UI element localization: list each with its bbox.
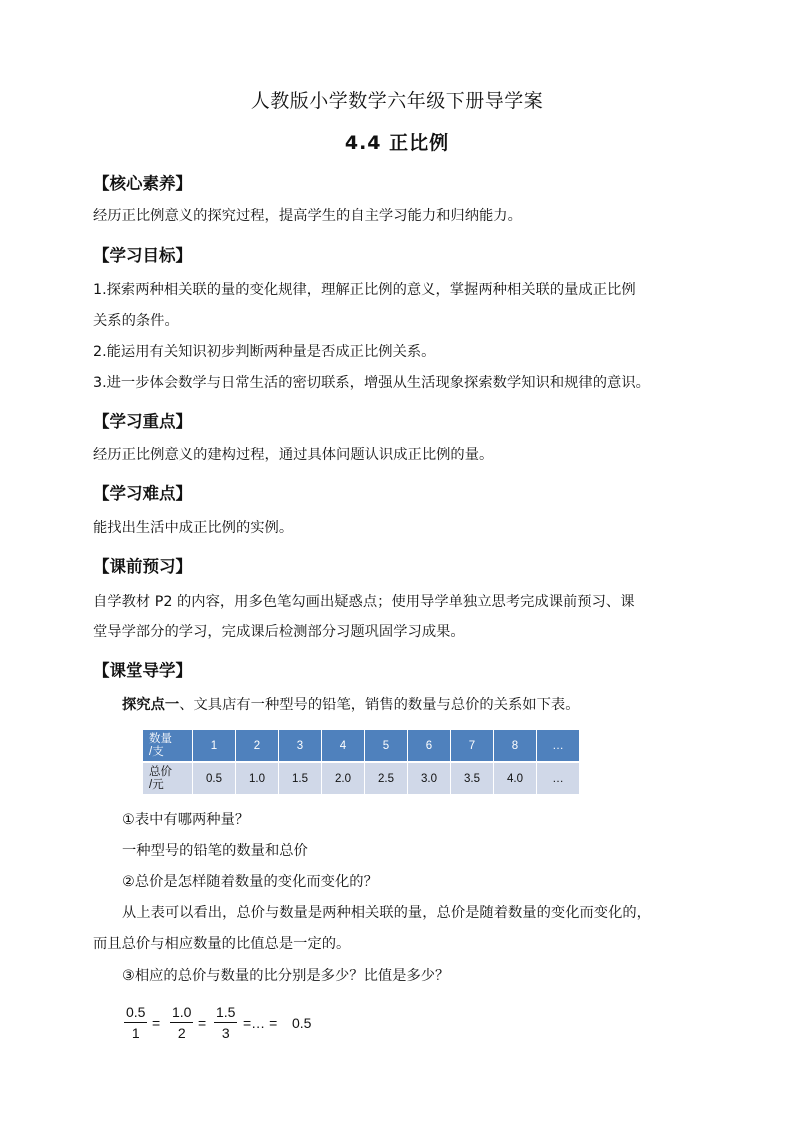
quantity-cell: 2 bbox=[236, 730, 279, 762]
quantity-row bbox=[143, 730, 579, 762]
explore-point-body: 、文具店有一种型号的铅笔，销售的数量与总价的关系如下表。 bbox=[179, 697, 580, 713]
question-2: ②总价是怎样随着数量的变化而变化的？ bbox=[122, 874, 378, 890]
difficulty-heading: 【学习难点】 bbox=[93, 484, 192, 503]
core-heading: 【核心素养】 bbox=[93, 174, 192, 193]
price-row-label: 总价 /元 bbox=[143, 762, 193, 794]
answer-2-line-2: 而且总价与相应数量的比值总是一定的。 bbox=[93, 936, 351, 952]
fraction-3-numerator: 1.5 bbox=[214, 1004, 237, 1023]
preview-text-line-1: 自学教材 P2 的内容，用多色笔勾画出疑惑点；使用导学单独立思考完成课前预习、课 bbox=[93, 594, 635, 610]
explore-point-text bbox=[122, 695, 580, 715]
explore-point-label: 探究点一 bbox=[122, 697, 180, 713]
fraction-2-numerator: 1.0 bbox=[170, 1004, 193, 1023]
lesson-title: 4.4 正比例 bbox=[344, 132, 450, 154]
quantity-cell: 3 bbox=[279, 730, 322, 762]
price-cell: 0.5 bbox=[193, 762, 236, 794]
quantity-cell: 8 bbox=[494, 730, 537, 762]
question-1: ①表中有哪两种量？ bbox=[122, 812, 250, 828]
key-heading: 【学习重点】 bbox=[93, 412, 192, 431]
preview-text-line-2: 堂导学部分的学习，完成课后检测部分习题巩固学习成果。 bbox=[93, 624, 465, 640]
fraction-3-denominator: 3 bbox=[221, 1025, 230, 1041]
difficulty-text: 能找出生活中成正比例的实例。 bbox=[93, 520, 294, 536]
goal-item-1-line-1: 1.探索两种相关联的量的变化规律，理解正比例的意义，掌握两种相关联的量成正比例 bbox=[93, 282, 636, 298]
fraction-2-denominator: 2 bbox=[177, 1025, 186, 1041]
quantity-cell: 6 bbox=[408, 730, 451, 762]
price-cell: 2.0 bbox=[322, 762, 365, 794]
fraction-3 bbox=[214, 1004, 237, 1041]
equals-sign: = bbox=[152, 1015, 161, 1031]
quantity-cell: … bbox=[537, 730, 580, 762]
quantity-cell: 4 bbox=[322, 730, 365, 762]
quantity-row-label: 数量 /支 bbox=[143, 730, 193, 762]
goal-item-3: 3.进一步体会数学与日常生活的密切联系，增强从生活现象探索数学知识和规律的意识。 bbox=[93, 375, 650, 391]
document-title: 人教版小学数学六年级下册导学案 bbox=[250, 90, 544, 112]
key-text: 经历正比例意义的建构过程，通过具体问题认识成正比例的量。 bbox=[93, 447, 494, 463]
ratio-result: 0.5 bbox=[292, 1015, 312, 1031]
guide-heading: 【课堂导学】 bbox=[93, 661, 192, 680]
fraction-1-denominator: 1 bbox=[131, 1025, 140, 1041]
answer-2-line-1: 从上表可以看出，总价与数量是两种相关联的量，总价是随着数量的变化而变化的， bbox=[122, 905, 651, 921]
goals-heading: 【学习目标】 bbox=[93, 246, 192, 265]
question-3: ③相应的总价与数量的比分别是多少？比值是多少？ bbox=[122, 968, 450, 984]
price-cell: 3.0 bbox=[408, 762, 451, 794]
price-cell: 4.0 bbox=[494, 762, 537, 794]
ellipsis-equals: =… = bbox=[243, 1015, 278, 1031]
price-cell: 1.0 bbox=[236, 762, 279, 794]
quantity-cell: 7 bbox=[451, 730, 494, 762]
goal-item-2: 2.能运用有关知识初步判断两种量是否成正比例关系。 bbox=[93, 344, 436, 360]
goal-item-1-line-2: 关系的条件。 bbox=[93, 313, 179, 329]
price-cell: … bbox=[537, 762, 580, 794]
core-text: 经历正比例意义的探究过程，提高学生的自主学习能力和归纳能力。 bbox=[93, 208, 522, 224]
equals-sign: = bbox=[198, 1015, 207, 1031]
fraction-1 bbox=[124, 1004, 147, 1041]
price-cell: 3.5 bbox=[451, 762, 494, 794]
fraction-1-numerator: 0.5 bbox=[124, 1004, 147, 1023]
quantity-cell: 5 bbox=[365, 730, 408, 762]
quantity-cell: 1 bbox=[193, 730, 236, 762]
fraction-2 bbox=[170, 1004, 193, 1041]
price-cell: 1.5 bbox=[279, 762, 322, 794]
answer-1: 一种型号的铅笔的数量和总价 bbox=[122, 843, 308, 859]
price-row bbox=[143, 762, 579, 794]
pencil-price-table bbox=[143, 730, 579, 794]
preview-heading: 【课前预习】 bbox=[93, 557, 192, 576]
price-cell: 2.5 bbox=[365, 762, 408, 794]
